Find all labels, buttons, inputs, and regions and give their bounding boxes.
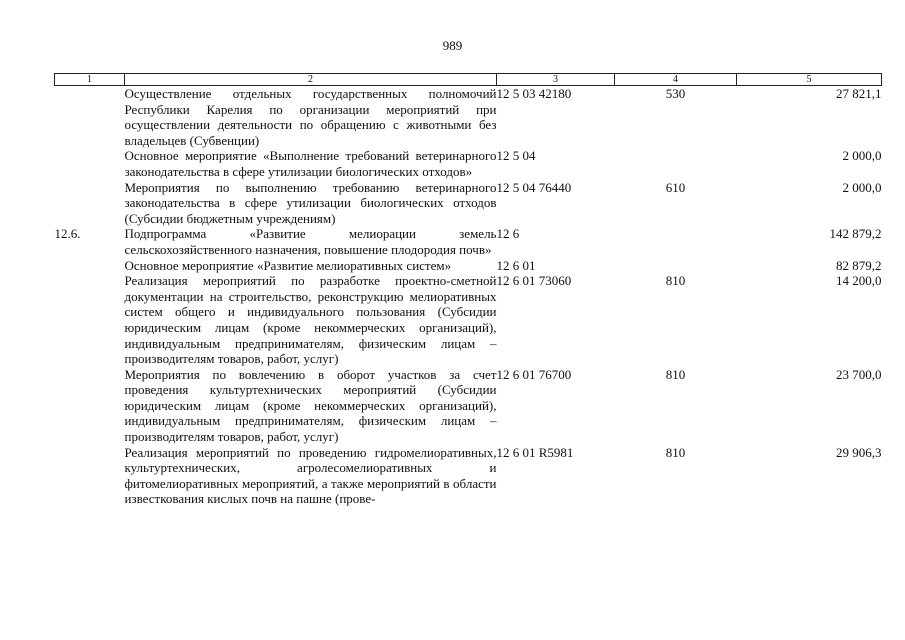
row-number xyxy=(55,367,125,445)
row-code: 12 6 01 R5981 xyxy=(496,444,574,460)
column-header: 4 xyxy=(615,74,737,86)
row-code: 12 6 xyxy=(496,226,520,242)
row-description: Основное мероприятие «Развитие мелиоративных систем» xyxy=(124,257,452,273)
row-description: Мероприятия по вовлечению в оборот участков за счет проведения культуртехнических мероприятий (Субсидии юридическим лицам (кроме некоммерческих организаций), индивидуальным предпринимателям, физическим лицам – производителям товаров, работ, услуг) xyxy=(124,366,497,445)
row-number xyxy=(55,86,125,149)
table-row xyxy=(55,148,882,179)
row-number xyxy=(55,258,125,274)
row-code: 12 5 04 xyxy=(496,148,536,164)
table-row xyxy=(55,445,882,507)
row-number: 12.6. xyxy=(54,226,81,242)
row-description: Реализация мероприятий по проведению гидромелиоративных, культуртехнических, агролесомелиоративных и фитомелиоративных мероприятий, а также мероприятий в области известкования кислых почв на пашне (прове- xyxy=(124,444,497,507)
row-expense-type xyxy=(615,148,737,179)
table-row xyxy=(55,367,882,445)
budget-table xyxy=(54,73,882,507)
row-amount: 29 906,3 xyxy=(836,444,882,460)
row-amount: 14 200,0 xyxy=(836,273,882,289)
row-number xyxy=(55,445,125,507)
row-expense-type xyxy=(615,226,737,257)
row-expense-type xyxy=(615,258,737,274)
row-amount: 82 879,2 xyxy=(836,257,882,273)
row-amount: 142 879,2 xyxy=(829,226,882,242)
row-number xyxy=(55,180,125,227)
row-expense-type: 810 xyxy=(665,366,686,382)
page-number: 989 xyxy=(442,38,463,53)
table-row xyxy=(55,86,882,149)
row-description: Осуществление отдельных государственных полномочий Республики Карелия по организации мероприятий при осуществлении деятельности по обращению с животными без владельцев (Субвенции) xyxy=(124,86,497,148)
row-amount: 2 000,0 xyxy=(842,179,882,195)
row-code: 12 6 01 xyxy=(496,257,536,273)
row-description: Подпрограмма «Развитие мелиорации земель сельскохозяйственного назначения, повышение плодородия почв» xyxy=(124,226,497,257)
row-expense-type: 810 xyxy=(665,444,686,460)
row-code: 12 6 01 73060 xyxy=(496,273,572,289)
row-code: 12 5 04 76440 xyxy=(496,179,572,195)
row-amount: 23 700,0 xyxy=(836,366,882,382)
column-header: 1 xyxy=(55,74,125,86)
column-header: 2 xyxy=(125,74,497,86)
row-code: 12 5 03 42180 xyxy=(496,86,572,101)
column-number-row xyxy=(55,74,882,86)
row-number xyxy=(55,148,125,179)
row-expense-type: 530 xyxy=(665,86,686,101)
row-number xyxy=(55,273,125,367)
column-header: 3 xyxy=(497,74,615,86)
column-header: 5 xyxy=(737,74,882,86)
row-code: 12 6 01 76700 xyxy=(496,366,572,382)
table-row xyxy=(55,226,882,257)
row-description: Основное мероприятие «Выполнение требований ветеринарного законодательства в сфере утилизации биологических отходов» xyxy=(124,148,497,179)
row-amount: 2 000,0 xyxy=(842,148,882,164)
row-description: Реализация мероприятий по разработке проектно-сметной документации на строительство, реконструкцию мелиоративных систем общего и индивидуального пользования (Субсидии юридическим лицам (кроме некоммерческих организаций), индивидуальным предпринимателям, физическим лицам – производителям товаров, работ, услуг) xyxy=(124,273,497,367)
row-description: Мероприятия по выполнению требованию ветеринарного законодательства в сфере утилизации биологических отходов (Субсидии бюджетным учреждениям) xyxy=(124,179,497,226)
table-row xyxy=(55,180,882,227)
table-row xyxy=(55,273,882,367)
table-row xyxy=(55,258,882,274)
row-expense-type: 610 xyxy=(665,179,686,195)
row-amount: 27 821,1 xyxy=(836,86,882,101)
row-expense-type: 810 xyxy=(665,273,686,289)
